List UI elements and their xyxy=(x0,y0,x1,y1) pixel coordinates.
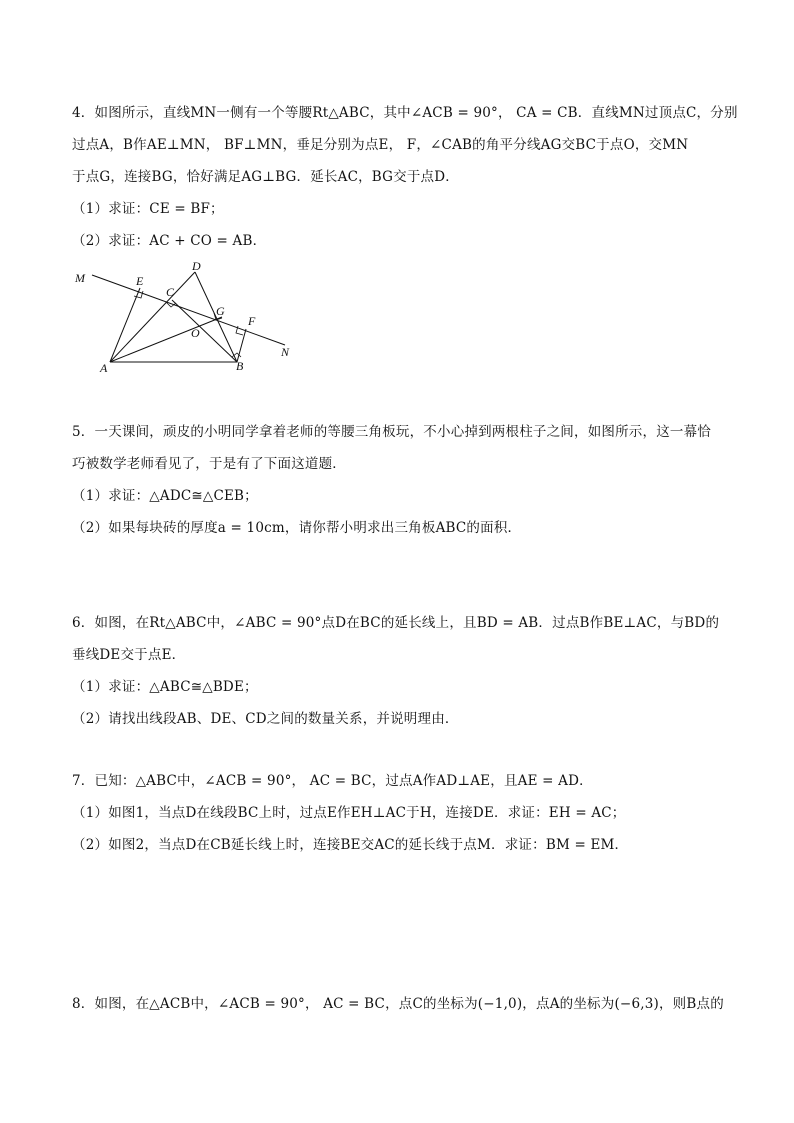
q5-line-1: 5．一天课间，顽皮的小明同学拿着老师的等腰三角板玩，不小心掉到两根柱子之间，如图所示，这一幕恰 xyxy=(72,424,711,440)
q5-line-2: 巧被数学老师看见了，于是有了下面这道题． xyxy=(72,456,346,472)
label-a: A xyxy=(100,361,108,375)
q6-line-1: 6．如图，在Rt△ABC中，∠ABC = 90°点D在BC的延长线上，且BD = AB．过点B作BE⊥AC，与BD的 xyxy=(72,615,720,631)
q5-sub-2: （2）如果每块砖的厚度a = 10cm，请你帮小明求出三角板ABC的面积． xyxy=(72,520,522,536)
label-f: F xyxy=(248,314,256,328)
q4-sub-1: （1）求证：CE = BF； xyxy=(72,201,224,217)
q5-sub-1: （1）求证：△ADC≅△CEB； xyxy=(72,488,258,504)
label-g: G xyxy=(216,304,225,318)
q4-line-1: 4．如图所示，直线MN一侧有一个等腰Rt△ABC，其中∠ACB = 90°， CA = CB．直线MN过顶点C，分别 xyxy=(72,105,738,121)
label-o: O xyxy=(191,326,200,340)
q8-line-1: 8．如图，在△ACB中，∠ACB = 90°， AC = BC，点C的坐标为(−1,0)，点A的坐标为(−6,3)，则B点的 xyxy=(72,996,724,1012)
q4-line-3: 于点G，连接BG，恰好满足AG⊥BG．延长AC，BG交于点D． xyxy=(72,169,459,185)
q6-sub-2: （2）请找出线段AB、DE、CD之间的数量关系，并说明理由． xyxy=(72,711,459,727)
label-m: M xyxy=(75,271,85,285)
q7-line-1: 7．已知：△ABC中，∠ACB = 90°， AC = BC，过点A作AD⊥AE，且AE = AD． xyxy=(72,773,593,789)
label-e: E xyxy=(136,274,144,288)
q7-sub-2: （2）如图2，当点D在CB延长线上时，连接BE交AC的延长线于点M．求证：BM = EM． xyxy=(72,837,629,853)
q4-geometry-figure xyxy=(60,250,310,380)
q7-sub-1: （1）如图1，当点D在线段BC上时，过点E作EH⊥AC于H，连接DE．求证：EH = AC； xyxy=(72,805,626,821)
label-b: B xyxy=(236,359,244,373)
q4-sub-2: （2）求证：AC + CO = AB． xyxy=(72,233,267,249)
label-n: N xyxy=(281,345,290,359)
q6-line-2: 垂线DE交于点E． xyxy=(72,647,186,663)
label-c: C xyxy=(166,285,175,299)
label-d: D xyxy=(192,259,201,273)
q6-sub-1: （1）求证：△ABC≅△BDE； xyxy=(72,679,258,695)
q4-line-2: 过点A，B作AE⊥MN， BF⊥MN，垂足分别为点E， F，∠CAB的角平分线AG交BC于点O，交MN xyxy=(72,137,689,153)
